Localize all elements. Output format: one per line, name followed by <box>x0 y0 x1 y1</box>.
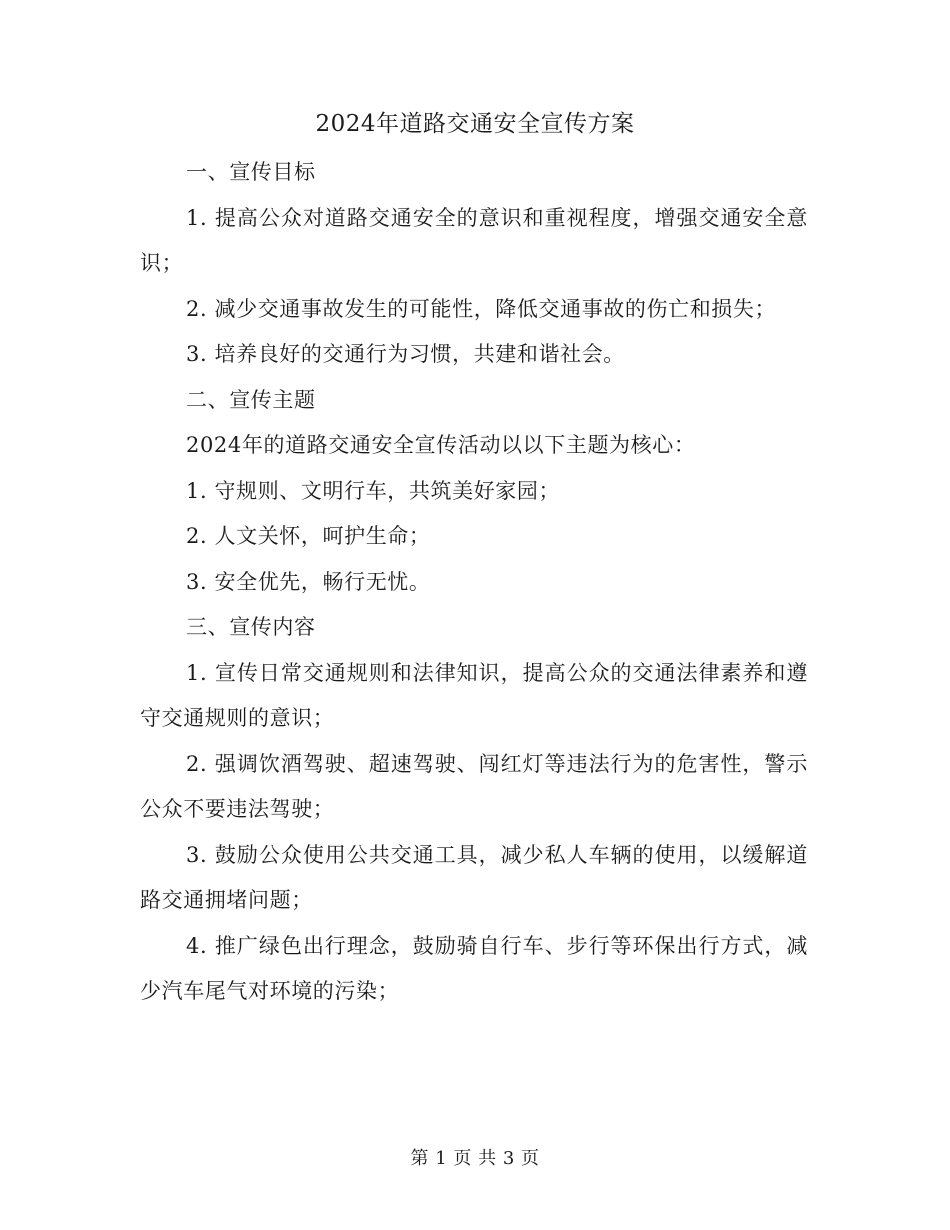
section-heading-content: 三、宣传内容 <box>186 615 316 639</box>
paragraph: 2. 减少交通事故发生的可能性，降低交通事故的伤亡和损失； <box>186 296 777 321</box>
page-number-footer: 第 1 页 共 3 页 <box>410 1148 540 1169</box>
paragraph: 3. 鼓励公众使用公共交通工具，减少私人车辆的使用，以缓解道路交通拥堵问题； <box>140 842 808 912</box>
paragraph: 1. 宣传日常交通规则和法律知识，提高公众的交通法律素养和遵守交通规则的意识； <box>140 660 808 730</box>
section-heading-goals: 一、宣传目标 <box>186 160 316 184</box>
paragraph: 2024年的道路交通安全宣传活动以以下主题为核心： <box>186 433 696 457</box>
paragraph: 4. 推广绿色出行理念，鼓励骑自行车、步行等环保出行方式，减少汽车尾气对环境的污染； <box>140 933 808 1003</box>
paragraph: 2. 强调饮酒驾驶、超速驾驶、闯红灯等违法行为的危害性，警示公众不要违法驾驶； <box>140 751 808 821</box>
document-title: 2024年道路交通安全宣传方案 <box>315 111 635 137</box>
section-heading-theme: 二、宣传主题 <box>186 387 316 412</box>
document-body <box>140 150 808 1015</box>
paragraph: 1. 提高公众对道路交通安全的意识和重视程度，增强交通安全意识； <box>140 205 808 275</box>
paragraph: 3. 培养良好的交通行为习惯，共建和谐社会。 <box>186 342 625 366</box>
paragraph: 1. 守规则、文明行车，共筑美好家园； <box>186 478 561 503</box>
paragraph: 3. 安全优先，畅行无忧。 <box>186 569 431 594</box>
paragraph: 2. 人文关怀，呵护生命； <box>186 524 431 548</box>
